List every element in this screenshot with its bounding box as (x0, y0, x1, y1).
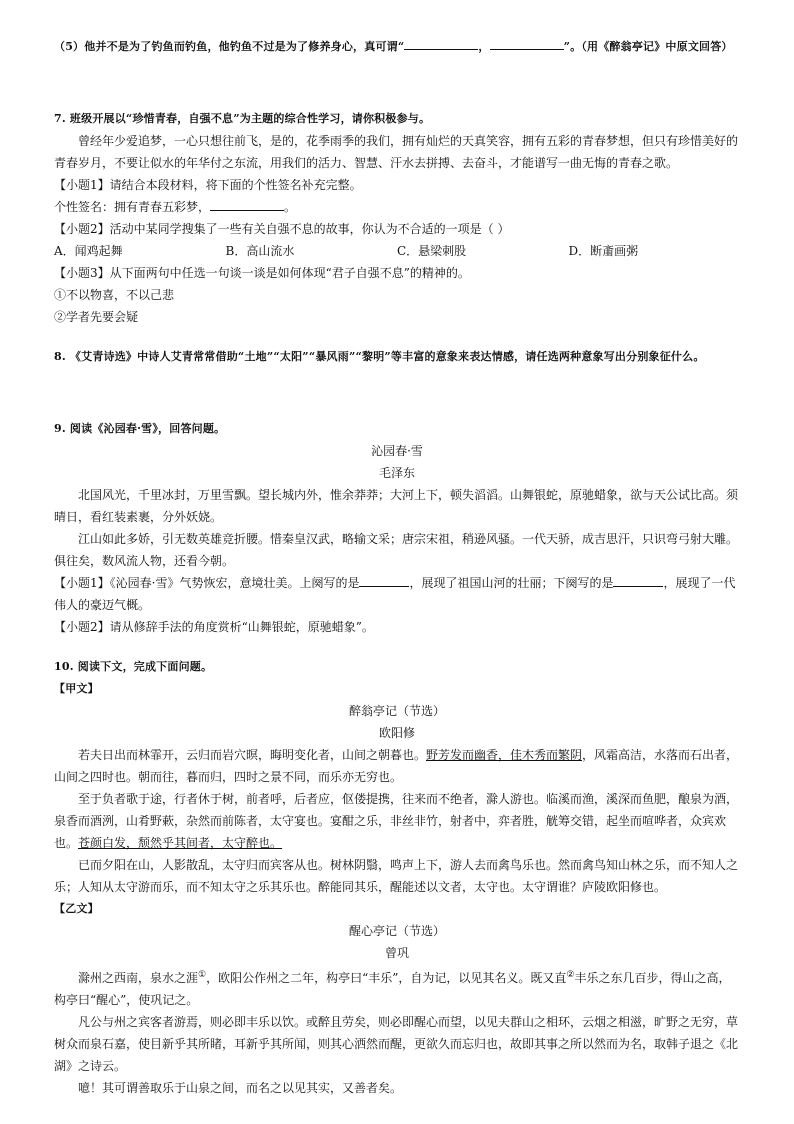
option-d[interactable]: D．断齑画粥 (568, 244, 639, 258)
text-yi-label: 【乙文】 (54, 902, 99, 915)
yi-p1-b: ，欧阳公作州之二年，构亭曰“丰乐”，自为记，以见其名义。既又直 (206, 971, 567, 985)
poem-para-2: 江山如此多娇，引无数英雄竞折腰。惜秦皇汉武，略输文采；唐宗宋祖，稍逊风骚。一代天骄，成吉思汗，只识弯弓射大雕。俱往矣，数风流人物，还看今朝。 (54, 532, 739, 568)
question-7-sub3: 【小题3】从下面两句中任选一句谈一谈是如何体现“君子自强不息”的精神的。 (54, 266, 470, 280)
upper-stanza-blank[interactable] (359, 574, 409, 587)
question-7-signature (54, 196, 740, 218)
question-7-options (54, 240, 740, 262)
option-c[interactable]: C．悬梁刺股 (397, 244, 467, 258)
q9-sub1-b: ，展现了祖国山河的壮丽；下阕写的是 (409, 576, 614, 590)
question-6-5 (54, 36, 740, 58)
text-jia-label: 【甲文】 (54, 682, 99, 695)
q6-5-part3: ”。（用《醉翁亭记》中原文回答） (563, 40, 733, 53)
question-9-sub2: 【小题2】请从修辞手法的角度赏析“山舞银蛇，原驰蜡象”。 (54, 620, 374, 634)
q6-5-part1: （5）他并不是为了钓鱼而钓鱼，他钓鱼不过是为了修养身心，真可谓“ (54, 40, 405, 53)
signature-blank[interactable] (210, 198, 284, 211)
text-jia-para-2 (54, 788, 740, 854)
footnote-marker-2: ② (566, 970, 575, 980)
poem-title: 沁园春·雪 (371, 444, 423, 458)
signature-prefix: 个性签名：拥有青春五彩梦， (54, 200, 211, 214)
question-9 (54, 418, 740, 638)
question-7-sentence-1: ①不以物喜，不以己悲 (54, 288, 175, 302)
question-7-sentence-2: ②学者先要会疑 (54, 310, 139, 324)
question-9-sub1 (54, 572, 740, 616)
question-6-5-text (54, 36, 740, 58)
text-jia-para-1 (54, 744, 740, 788)
jia-p2-a: 至于负者歌于途，行者休于树，前者呼，后者应，伛偻提携，往来而不绝者，滁人游也。临溪而渔，溪深而鱼肥，酿泉为酒，泉香而酒洌，山肴野蔌，杂然而前陈者，太守宴也。宴酣之乐，非丝非竹，射者中，弈者胜，觥筹交错，起坐而喧哗者，众宾欢也。 (54, 792, 739, 850)
question-10 (54, 656, 740, 1099)
text-yi-para-3: 噫！其可谓善取乐于山泉之间，而名之以见其实，又善者矣。 (78, 1081, 403, 1095)
answer-blank-1[interactable] (404, 37, 478, 50)
lower-stanza-blank[interactable] (613, 574, 663, 587)
question-7-sub2: 【小题2】活动中某同学搜集了一些有关自强不息的故事，你认为不合适的一项是（ ） (54, 222, 510, 236)
yi-p1-a: 滁州之西南，泉水之涯 (78, 971, 199, 985)
question-10-title: 10. 阅读下文，完成下面问题。 (54, 660, 213, 673)
question-7 (54, 108, 740, 328)
yi-p1-c: 丰乐之东几百步，得山之高，构亭曰“醒心”，使巩记之。 (54, 971, 731, 1007)
answer-blank-2[interactable] (490, 37, 564, 50)
question-7-sub1: 【小题1】请结合本段材料，将下面的个性签名补充完整。 (54, 178, 362, 192)
text-yi-para-1 (54, 964, 740, 1011)
question-7-title: 7. 班级开展以“珍惜青春，自强不息”为主题的综合性学习，请你积极参与。 (54, 112, 431, 125)
question-8-text: 8. 《艾青诗选》中诗人艾青常常借助“土地”“太阳”“暴风雨”“黎明”等丰富的意象来表达情感，请任选两种意象写出分别象征什么。 (54, 350, 705, 363)
text-jia-para-3: 已而夕阳在山，人影散乱，太守归而宾客从也。树林阴翳，鸣声上下，游人去而禽鸟乐也。然而禽鸟知山林之乐，而不知人之乐；人知从太守游而乐，而不知太守之乐其乐也。醉能同其乐，醒能述以文者，太守也。太守谓谁？庐陵欧阳修也。 (54, 858, 739, 894)
jia-p1-b: ，风霜高洁，水落而石出者，山间之四时也。朝而往，暮而归，四时之景不同，而乐亦无穷也。 (54, 748, 739, 784)
option-a[interactable]: A．闻鸡起舞 (54, 244, 123, 258)
q6-5-part2: ， (478, 40, 490, 53)
question-7-material: 曾经年少爱追梦，一心只想往前飞，是的，花季雨季的我们，拥有灿烂的天真笑容，拥有五彩的青春梦想，但只有珍惜美好的青春岁月，不要让似水的年华付之东流，用我们的活力、智慧、汗水去拼搏、去奋斗，才能谱写一曲无悔的青春之歌。 (54, 134, 739, 170)
question-9-title: 9. 阅读《沁园春·雪》，回答问题。 (54, 422, 226, 435)
jia-p2-underlined: 苍颜白发，颓然乎其间者，太守醉也。 (78, 836, 283, 850)
q9-sub1-c: ，展现了一代伟人的豪迈气概。 (54, 576, 736, 612)
text-yi-title: 醒心亭记（节选） (348, 924, 445, 938)
text-yi-author: 曾巩 (384, 946, 409, 960)
jia-p1-underlined: 野芳发而幽香，佳木秀而繁阴 (426, 748, 583, 762)
text-jia-title: 醉翁亭记（节选） (348, 704, 445, 718)
text-jia-author: 欧阳修 (378, 726, 415, 740)
option-b[interactable]: B．高山流水 (225, 244, 295, 258)
q9-sub1-a: 【小题1】《沁园春·雪》气势恢宏，意境壮美。上阕写的是 (54, 576, 360, 590)
footnote-marker-1: ① (198, 970, 207, 980)
text-yi-para-2: 凡公与州之宾客者游焉，则必即丰乐以饮。或醉且劳矣，则必即醒心而望，以见夫群山之相环，云烟之相滋，旷野之无穷，草树众而泉石嘉，使目新乎其所睹，耳新乎其所闻，则其心洒然而醒，更欲久而忘归也，故即其事之所以然而为名，取韩子退之《北湖》之诗云。 (54, 1015, 739, 1073)
question-8 (54, 346, 740, 368)
poem-author: 毛泽东 (378, 466, 415, 480)
jia-p1-a: 若夫日出而林霏开，云归而岩穴暝，晦明变化者，山间之朝暮也。 (78, 748, 427, 762)
signature-end: 。 (284, 200, 297, 214)
poem-para-1: 北国风光，千里冰封，万里雪飘。望长城内外，惟余莽莽；大河上下，顿失滔滔。山舞银蛇，原驰蜡象，欲与天公试比高。须晴日，看红装素裹，分外妖娆。 (54, 488, 739, 524)
